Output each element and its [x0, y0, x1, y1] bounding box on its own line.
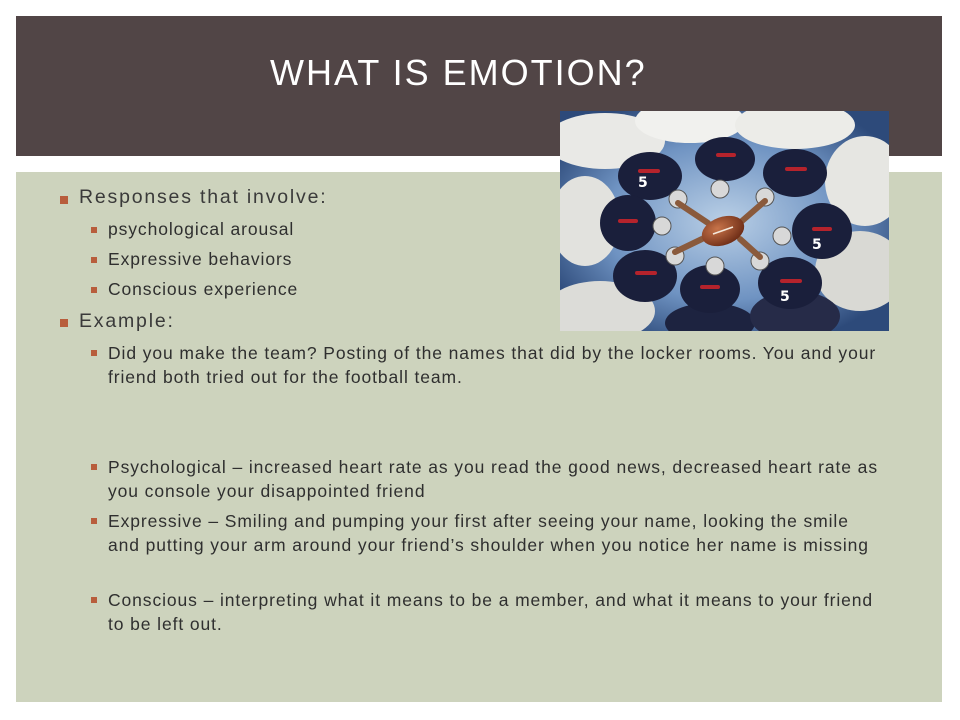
- sub-bullet-team-story: Did you make the team? Posting of the names that did by the locker rooms. You and your friend both tried out for the football team.: [108, 343, 877, 387]
- bullet-marker-icon: [91, 227, 97, 233]
- football-huddle-icon: [560, 111, 889, 331]
- slide-title: WHAT IS EMOTION?: [270, 52, 647, 93]
- sub-bullet-psychological: Psychological – increased heart rate as you read the good news, decreased heart rate as you console your disappointed friend: [108, 457, 878, 501]
- bullet-marker-icon: [60, 319, 68, 327]
- sub-bullet-arousal: psychological arousal: [108, 219, 295, 239]
- bullet-marker-icon: [60, 196, 68, 204]
- football-huddle-photo: [560, 111, 889, 331]
- jersey-number: 5: [638, 175, 648, 191]
- bullet-marker-icon: [91, 257, 97, 263]
- bullet-example: Example:: [79, 310, 175, 332]
- bullet-marker-icon: [91, 287, 97, 293]
- sub-bullet-expressive: Expressive behaviors: [108, 249, 293, 269]
- jersey-number: 5: [812, 237, 822, 253]
- sub-bullet-conscious: Conscious experience: [108, 279, 299, 299]
- bullet-marker-icon: [91, 597, 97, 603]
- sub-bullet-expressive-example: Expressive – Smiling and pumping your first after seeing your name, looking the smile and putting your arm around your friend’s shoulder when you notice her name is missing: [108, 511, 869, 555]
- bullet-marker-icon: [91, 350, 97, 356]
- jersey-number: 5: [780, 289, 790, 305]
- sub-bullet-conscious-example: Conscious – interpreting what it means to be a member, and what it means to your friend to be left out.: [108, 590, 874, 634]
- bullet-marker-icon: [91, 518, 97, 524]
- bullet-responses: Responses that involve:: [79, 186, 328, 208]
- bullet-marker-icon: [91, 464, 97, 470]
